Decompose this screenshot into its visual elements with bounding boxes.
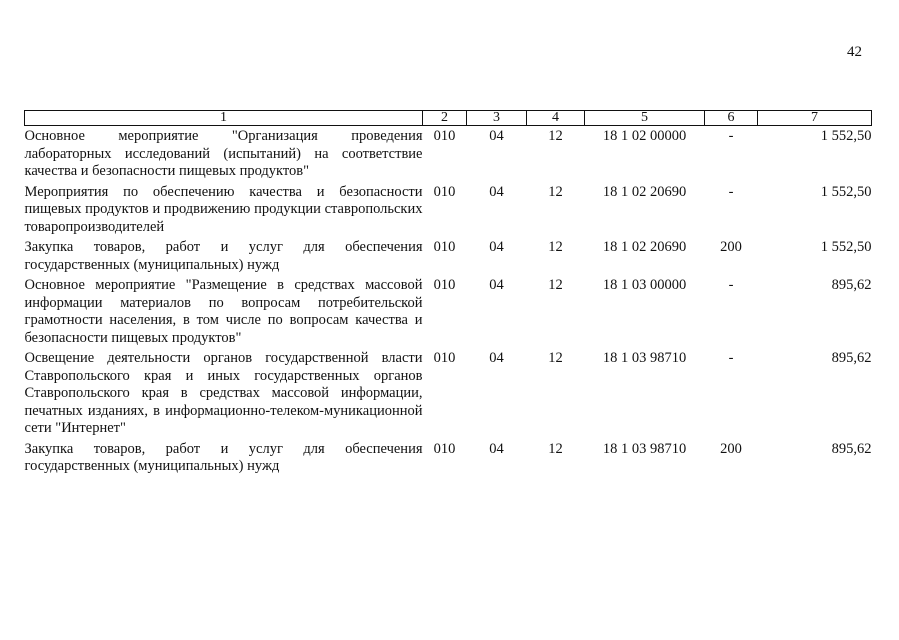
column-header-5: 5 [585,111,705,126]
cell-expense-type: - [728,128,734,144]
cell-section: 04 [489,277,504,293]
cell-subsection: 12 [548,128,563,144]
cell-expense-type: - [728,350,734,366]
cell-ministry-code: 010 [433,183,456,200]
cell-target-article: 18 1 02 20690 [602,239,687,255]
row-description: Основное мероприятие "Организация проведения лабораторных исследований (испытаний) на соответствие качества и безопасности пищевых продуктов" [24,128,423,179]
column-header-3: 3 [467,111,527,126]
cell-section: 04 [489,183,504,200]
cell-ministry-code: 010 [433,128,456,144]
cell-target-article: 18 1 03 00000 [602,277,687,293]
cell-amount: 1 552,50 [820,239,872,255]
cell-subsection: 12 [548,350,563,366]
row-description: Основное мероприятие "Размещение в средствах массовой информации материалов по вопросам потребительской грамотности населения, в том числе по вопросам качества и безопасности пищевых продуктов" [24,277,423,346]
cell-target-article: 18 1 02 20690 [602,183,687,200]
cell-subsection: 12 [548,277,563,293]
table-row [25,277,872,350]
column-header-1: 1 [25,111,423,126]
cell-target-article: 18 1 02 00000 [602,128,687,144]
cell-section: 04 [489,128,504,144]
table-row [25,350,872,441]
header-row [25,111,872,126]
column-header-6: 6 [705,111,758,126]
cell-subsection: 12 [548,440,563,457]
column-header-2: 2 [423,111,467,126]
row-description: Закупка товаров, работ и услуг для обеспечения государственных (муниципальных) нужд [24,440,423,474]
table-row [25,126,872,184]
cell-ministry-code: 010 [433,239,456,255]
cell-expense-type: - [728,277,734,293]
row-description: Освещение деятельности органов государственной власти Ставропольского края и иных государственных органов Ставропольского края в средствах массовой информации, печатных изданиях, в информационно-телеком-муникационной сети "Интернет" [24,350,423,436]
cell-section: 04 [489,350,504,366]
cell-ministry-code: 010 [433,440,456,457]
cell-subsection: 12 [548,183,563,200]
cell-amount: 1 552,50 [820,183,872,200]
cell-ministry-code: 010 [433,350,456,366]
cell-amount: 1 552,50 [820,128,872,144]
cell-ministry-code: 010 [433,277,456,293]
row-description: Мероприятия по обеспечению качества и безопасности пищевых продуктов и продвижению продукции ставропольских товаропроизводителей [24,183,423,235]
cell-amount: 895,62 [831,277,872,293]
cell-expense-type: 200 [720,239,742,255]
table-row [25,441,872,479]
cell-target-article: 18 1 03 98710 [602,440,687,457]
budget-table [24,110,872,479]
column-header-4: 4 [527,111,585,126]
cell-amount: 895,62 [831,440,872,457]
table-row [25,239,872,277]
cell-section: 04 [489,440,504,457]
cell-expense-type: 200 [720,440,742,457]
row-description: Закупка товаров, работ и услуг для обеспечения государственных (муниципальных) нужд [24,239,423,273]
cell-target-article: 18 1 03 98710 [602,350,687,366]
table-row [25,184,872,240]
page-number: 42 [847,44,862,60]
cell-amount: 895,62 [831,350,872,366]
cell-subsection: 12 [548,239,563,255]
column-header-7: 7 [758,111,872,126]
cell-section: 04 [489,239,504,255]
cell-expense-type: - [728,183,734,200]
